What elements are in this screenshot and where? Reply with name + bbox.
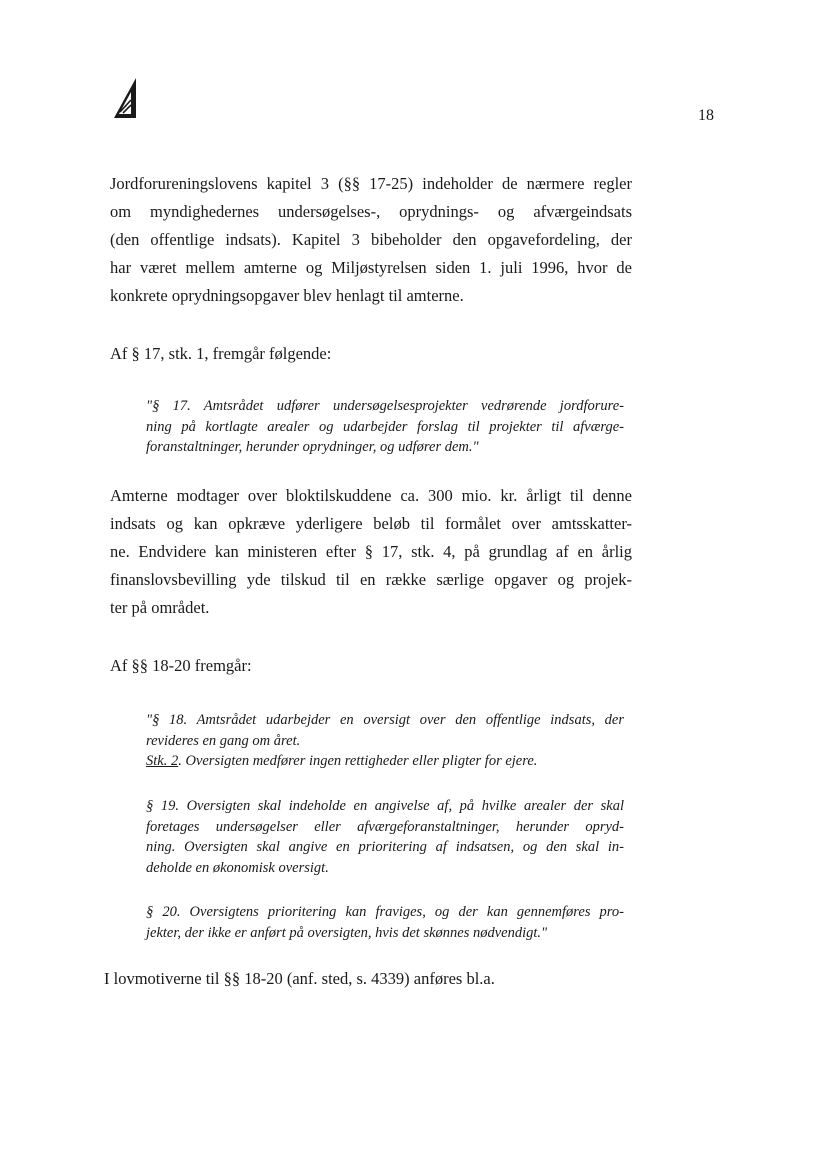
text-line: konkrete oprydningsopgaver blev henlagt til amterne. (110, 286, 464, 305)
text-line: (den offentlige indsats). Kapitel 3 bibeholder den opgavefordeling, der (110, 230, 632, 249)
publisher-logo-icon (112, 78, 138, 120)
closing-paragraph: I lovmotiverne til §§ 18-20 (anf. sted, s. 4339) anføres bl.a. (104, 969, 495, 988)
quote-section-17 (146, 396, 624, 458)
text-line: Amterne modtager over bloktilskuddene ca. 300 mio. kr. årligt til denne (110, 486, 632, 505)
quote-line: "§ 17. Amtsrådet udfører undersøgelsesprojekter vedrørende jordforure- (146, 398, 624, 414)
quote-line: jekter, der ikke er anført på oversigten, hvis det skønnes nødvendigt." (146, 924, 548, 941)
quote-line: ning. Oversigten skal angive en prioritering af indsatsen, og den skal in- (146, 839, 624, 855)
quote-section-18 (146, 710, 624, 772)
text-line: har været mellem amterne og Miljøstyrelsen siden 1. juli 1996, hvor de (110, 258, 632, 277)
lead-paragraph-17: Af § 17, stk. 1, fremgår følgende: (110, 344, 332, 363)
page-number: 18 (698, 107, 714, 124)
quote-line: foranstaltninger, herunder oprydninger, og udfører dem." (146, 439, 479, 455)
quote-line: foretages undersøgelser eller afværgeforanstaltninger, herunder opryd- (146, 818, 624, 835)
quote-section-20 (146, 902, 624, 943)
quote-line: § 19. Oversigten skal indeholde en angivelse af, på hvilke arealer der skal (146, 798, 624, 814)
quote-line: "§ 18. Amtsrådet udarbejder en oversigt over den offentlige indsats, der (146, 712, 624, 728)
quote-line: § 20. Oversigtens prioritering kan fraviges, og der kan gennemføres pro- (146, 904, 624, 920)
quote-line: revideres en gang om året. (146, 732, 301, 749)
quote-line: ning på kortlagte arealer og udarbejder forslag til projekter til afværge- (146, 418, 624, 435)
quote-line: deholde en økonomisk oversigt. (146, 859, 329, 876)
text-line: Jordforureningslovens kapitel 3 (§§ 17-25) indeholder de nærmere regler (110, 174, 632, 193)
quote-line (146, 751, 624, 772)
text-line: indsats og kan opkræve yderligere beløb til formålet over amtsskatter- (110, 514, 632, 533)
quote-section-19 (146, 796, 624, 878)
text-line: finanslovsbevilling yde tilskud til en række særlige opgaver og projek- (110, 570, 632, 589)
text-line: ter på området. (110, 598, 210, 617)
text-line: om myndighedernes undersøgelses-, oprydnings- og afværgeindsats (110, 202, 632, 221)
paragraph-intro (110, 170, 632, 310)
paragraph-funding (110, 482, 632, 622)
stk-label: Stk. 2 (146, 753, 179, 769)
lead-paragraph-18-20: Af §§ 18-20 fremgår: (110, 656, 252, 675)
stk-text: . Oversigten medfører ingen rettigheder eller pligter for ejere. (178, 753, 538, 769)
text-line: ne. Endvidere kan ministeren efter § 17, stk. 4, på grundlag af en årlig (110, 542, 632, 561)
